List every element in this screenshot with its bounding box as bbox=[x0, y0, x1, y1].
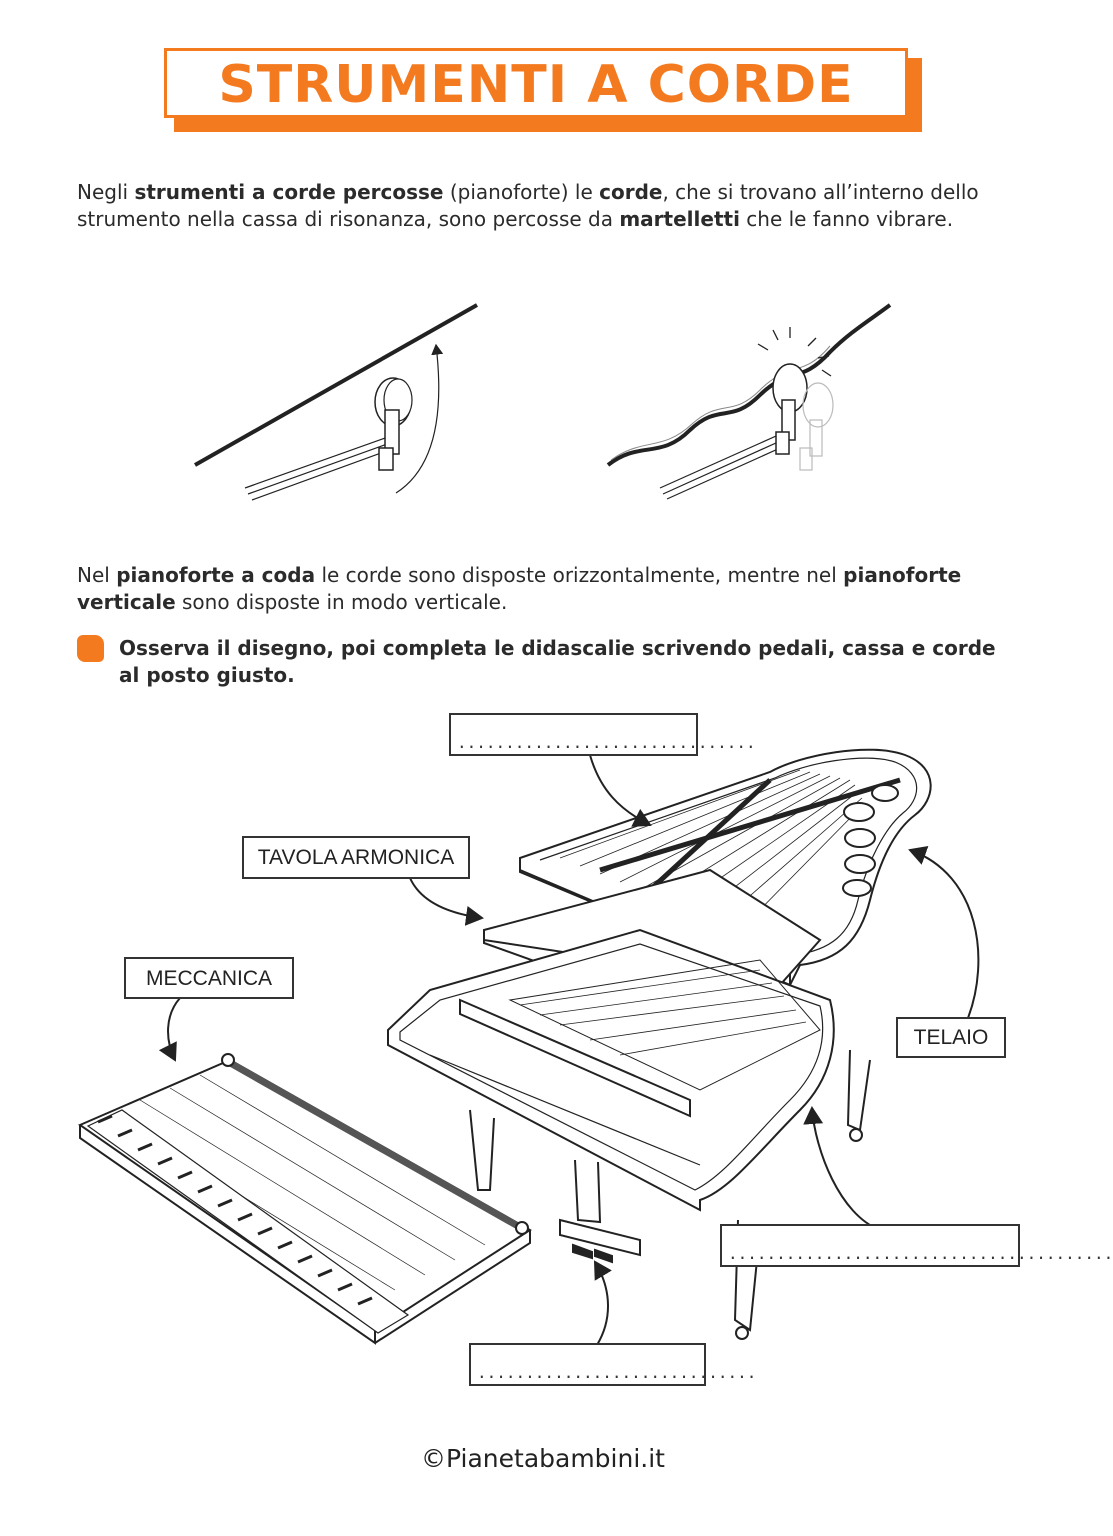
second-bold-2: pianoforte verticale bbox=[77, 563, 962, 614]
second-text-3: sono disposte in modo verticale. bbox=[175, 590, 508, 614]
intro-bold-1: strumenti a corde percosse bbox=[134, 180, 444, 204]
label-telaio: TELAIO bbox=[896, 1017, 1006, 1058]
intro-bold-3: martelletti bbox=[619, 207, 740, 231]
intro-text-4: che le fanno vibrare. bbox=[739, 207, 954, 231]
vibrating-string-illustration bbox=[608, 305, 890, 499]
second-bold-1: pianoforte a coda bbox=[116, 563, 316, 587]
instruction-text: Osserva il disegno, poi completa le didascalie scrivendo pedali, cassa e corde al posto giusto. bbox=[119, 636, 996, 687]
intro-bold-2: corde bbox=[599, 180, 663, 204]
blank-label-top[interactable]: ............................... bbox=[449, 713, 698, 756]
footer-copyright: ©Pianetabambini.it bbox=[421, 1444, 665, 1473]
second-text-2: le corde sono disposte orizzontalmente, mentre nel bbox=[315, 563, 844, 587]
intro-text-1: Negli bbox=[77, 180, 135, 204]
label-tavola-armonica: TAVOLA ARMONICA bbox=[242, 836, 470, 879]
label-meccanica: MECCANICA bbox=[124, 957, 294, 999]
hammer-string-illustration bbox=[195, 305, 477, 500]
blank-label-right[interactable]: ........................................ bbox=[720, 1224, 1020, 1267]
intro-text-3: , che si trovano all’interno dello strumento nella cassa di risonanza, sono percosse da bbox=[77, 180, 979, 231]
intro-text-2: (pianoforte) le bbox=[443, 180, 600, 204]
second-text-1: Nel bbox=[77, 563, 117, 587]
page-title: STRUMENTI A CORDE bbox=[218, 55, 854, 115]
blank-label-bottom[interactable]: ............................. bbox=[469, 1343, 706, 1386]
